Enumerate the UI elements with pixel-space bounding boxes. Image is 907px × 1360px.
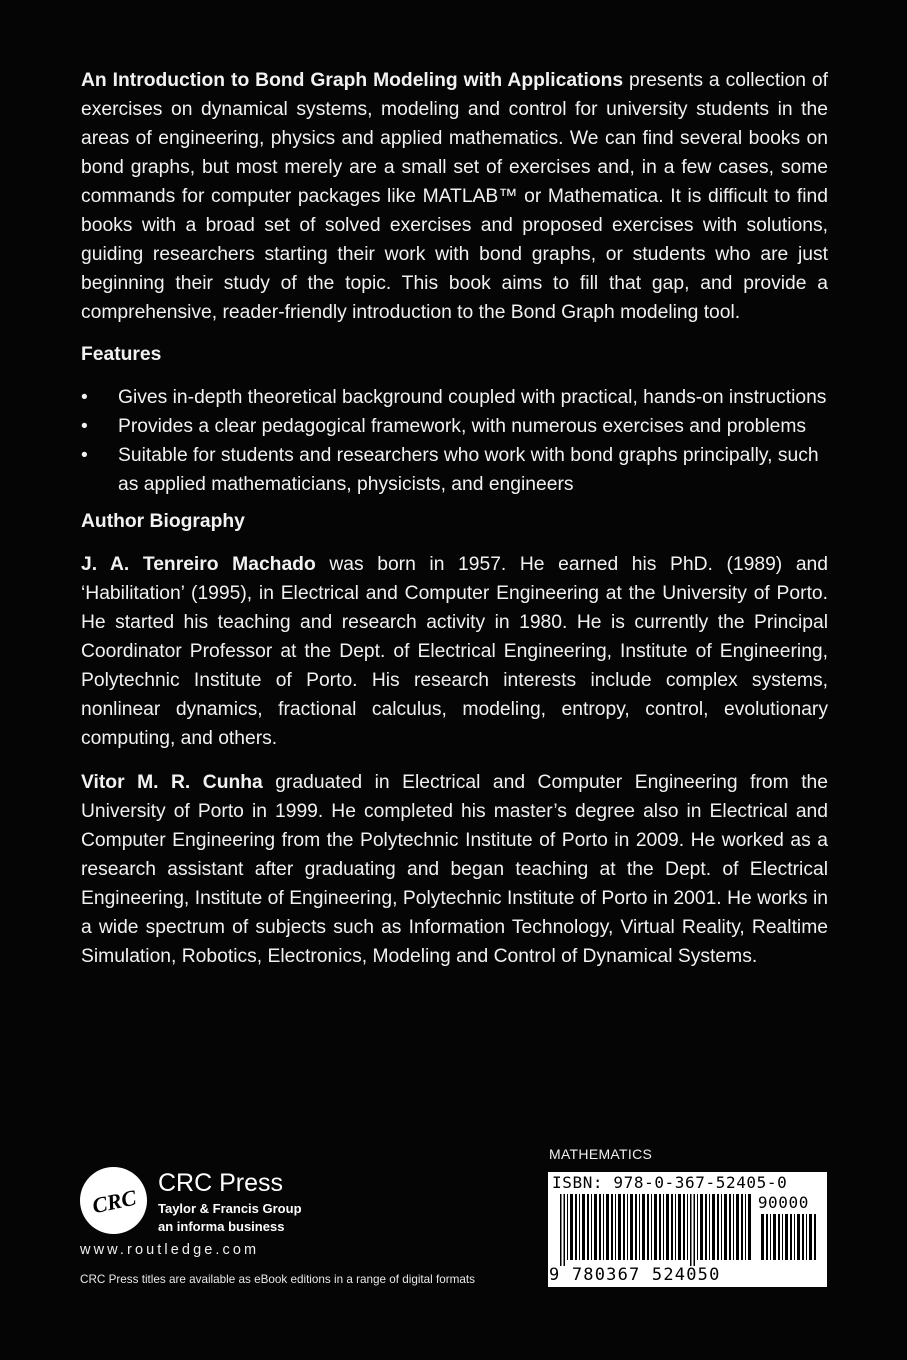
barcode-bar (611, 1194, 613, 1260)
barcode-bar (654, 1194, 657, 1260)
barcode-bar (690, 1194, 692, 1266)
author-name: J. A. Tenreiro Machado (81, 554, 316, 575)
barcode-bar (794, 1214, 795, 1260)
publisher-name: CRC Press (158, 1169, 284, 1197)
feature-item (81, 412, 828, 441)
barcode-bar (627, 1194, 628, 1260)
feature-text: Suitable for students and researchers who work with bond graphs principally, such as applied mathematicians, physicists, and engineers (118, 445, 819, 495)
barcode-bar (666, 1194, 669, 1260)
barcode-bar (733, 1194, 734, 1260)
barcode-bar (790, 1214, 792, 1260)
ean-barcode-bars (560, 1194, 755, 1266)
barcode-bar (705, 1194, 707, 1260)
barcode-bar (687, 1194, 688, 1260)
ebook-note: CRC Press titles are available as eBook editions in a range of digital formats (80, 1273, 475, 1286)
subject-category: MATHEMATICS (549, 1146, 653, 1162)
publisher-tagline: an informa business (158, 1219, 285, 1234)
barcode-bar (606, 1194, 609, 1260)
barcode-bar (678, 1194, 681, 1260)
feature-text: Provides a clear pedagogical framework, with numerous exercises and problems (118, 416, 807, 437)
barcode-bar (748, 1194, 751, 1260)
barcode-bar (570, 1194, 573, 1260)
barcode-bar (717, 1194, 719, 1260)
features-list (81, 383, 828, 499)
features-heading: Features (81, 344, 162, 365)
crc-logo-text: CRC (89, 1184, 138, 1218)
barcode-bar (587, 1194, 589, 1260)
barcode-bar (582, 1194, 585, 1260)
addon-barcode-bars (761, 1214, 817, 1266)
barcode-bar (736, 1194, 739, 1260)
publisher-group: Taylor & Francis Group (158, 1201, 302, 1216)
barcode-bar (659, 1194, 661, 1260)
crc-logo-mark (84, 1181, 144, 1221)
barcode-bar (663, 1194, 664, 1260)
publisher-brand (158, 1169, 302, 1236)
barcode-bar (712, 1194, 715, 1260)
barcode-bar (560, 1194, 562, 1266)
author-biography-heading: Author Biography (81, 511, 245, 532)
author-bio-text: was born in 1957. He earned his PhD. (1989) and ‘Habilitation’ (1995), in Electrical and Computer Engineering at the University of Porto. He started his teaching and research activity in 1980. He is currently the Principal Coordinator Professor at the Dept. of Electrical Engineering, Institute of Engineering, Polytechnic Institute of Porto. His research interests include complex systems, nonlinear dynamics, fractional calculus, modeling, entropy, control, evolutionary computing, and others. (81, 554, 828, 749)
barcode-bar (782, 1214, 783, 1260)
barcode-bar (802, 1214, 804, 1260)
author-bio-cunha (81, 768, 828, 971)
barcode-bar (778, 1214, 780, 1260)
blurb-text: presents a collection of exercises on dynamical systems, modeling and control for university students in the areas of engineering, physics and applied mathematics. We can find several books on bond graphs, but most merely are a small set of exercises and, in a few cases, some commands for computer packages like MATLAB™ or Mathematica. It is difficult to find books with a broad set of solved exercises and proposed exercises with solutions, guiding researchers starting their work with bond graphs, or students who are just beginning their study of the topic. This book aims to fill that gap, and provide a comprehensive, reader-friendly introduction to the Bond Graph modeling tool. (81, 70, 828, 323)
blurb-paragraph (81, 66, 828, 327)
barcode-bar (797, 1214, 800, 1260)
barcode-bar (642, 1194, 645, 1260)
barcode-bar (741, 1194, 743, 1260)
bullet-icon: • (81, 416, 88, 437)
isbn-label: ISBN: 978-0-367-52405-0 (552, 1173, 788, 1192)
ean-digits: 9 780367 524050 (549, 1265, 721, 1285)
barcode-bar (773, 1214, 776, 1260)
barcode-bar (700, 1194, 703, 1260)
barcode-bar (745, 1194, 746, 1260)
barcode-bar (618, 1194, 621, 1260)
feature-item (81, 441, 828, 499)
barcode-bar (615, 1194, 616, 1260)
barcode-bar (697, 1194, 698, 1260)
author-bio-machado (81, 550, 828, 753)
feature-text: Gives in-depth theoretical background coupled with practical, hands-on instructions (118, 387, 827, 408)
barcode-bar (575, 1194, 577, 1260)
barcode-bar (594, 1194, 597, 1260)
author-bio-text: graduated in Electrical and Computer Engineering from the University of Porto in 1999. He completed his master’s degree also in Electrical and Computer Engineering from the Polytechnic Institute of Porto in 2009. He worked as a research assistant after graduating and began teaching at the Dept. of Electrical Engineering, Institute of Engineering, Polytechnic Institute of Porto in 2001. He works in a wide spectrum of subjects such as Information Technology, Virtual Reality, Realtime Simulation, Robotics, Electronics, Modeling and Control of Dynamical Systems. (81, 772, 828, 967)
feature-item (81, 383, 828, 412)
barcode-bar (766, 1214, 768, 1260)
barcode-bar (729, 1194, 731, 1260)
book-title: An Introduction to Bond Graph Modeling with Applications (81, 70, 624, 91)
bullet-icon: • (81, 445, 88, 466)
barcode-bar (639, 1194, 640, 1260)
publisher-website: www.routledge.com (80, 1242, 260, 1258)
barcode-bar (683, 1194, 685, 1260)
barcode-bar (579, 1194, 580, 1260)
barcode-bar (647, 1194, 649, 1260)
bullet-icon: • (81, 387, 88, 408)
barcode-bar (721, 1194, 722, 1260)
barcode-bar (785, 1214, 788, 1260)
barcode-bar (591, 1194, 592, 1260)
barcode-bar (651, 1194, 652, 1260)
barcode-bar (724, 1194, 727, 1260)
barcode-bar (671, 1194, 673, 1260)
isbn-barcode (548, 1172, 827, 1287)
barcode-bar (623, 1194, 625, 1260)
barcode-bar (770, 1214, 771, 1260)
barcode-bar (694, 1194, 696, 1266)
price-code: 90000 (757, 1193, 809, 1212)
barcode-bar (567, 1194, 568, 1260)
back-cover-text (81, 66, 828, 971)
barcode-bar (630, 1194, 633, 1260)
barcode-bar (635, 1194, 637, 1260)
barcode-bar (709, 1194, 710, 1260)
barcode-bar (761, 1214, 764, 1260)
barcode-bar (809, 1214, 812, 1260)
barcode-bar (675, 1194, 676, 1260)
author-name: Vitor M. R. Cunha (81, 772, 263, 793)
crc-logo-icon (80, 1167, 147, 1234)
barcode-bar (814, 1214, 816, 1260)
barcode-bar (603, 1194, 604, 1260)
barcode-bar (599, 1194, 601, 1260)
barcode-bar (564, 1194, 566, 1266)
barcode-bar (806, 1214, 807, 1260)
